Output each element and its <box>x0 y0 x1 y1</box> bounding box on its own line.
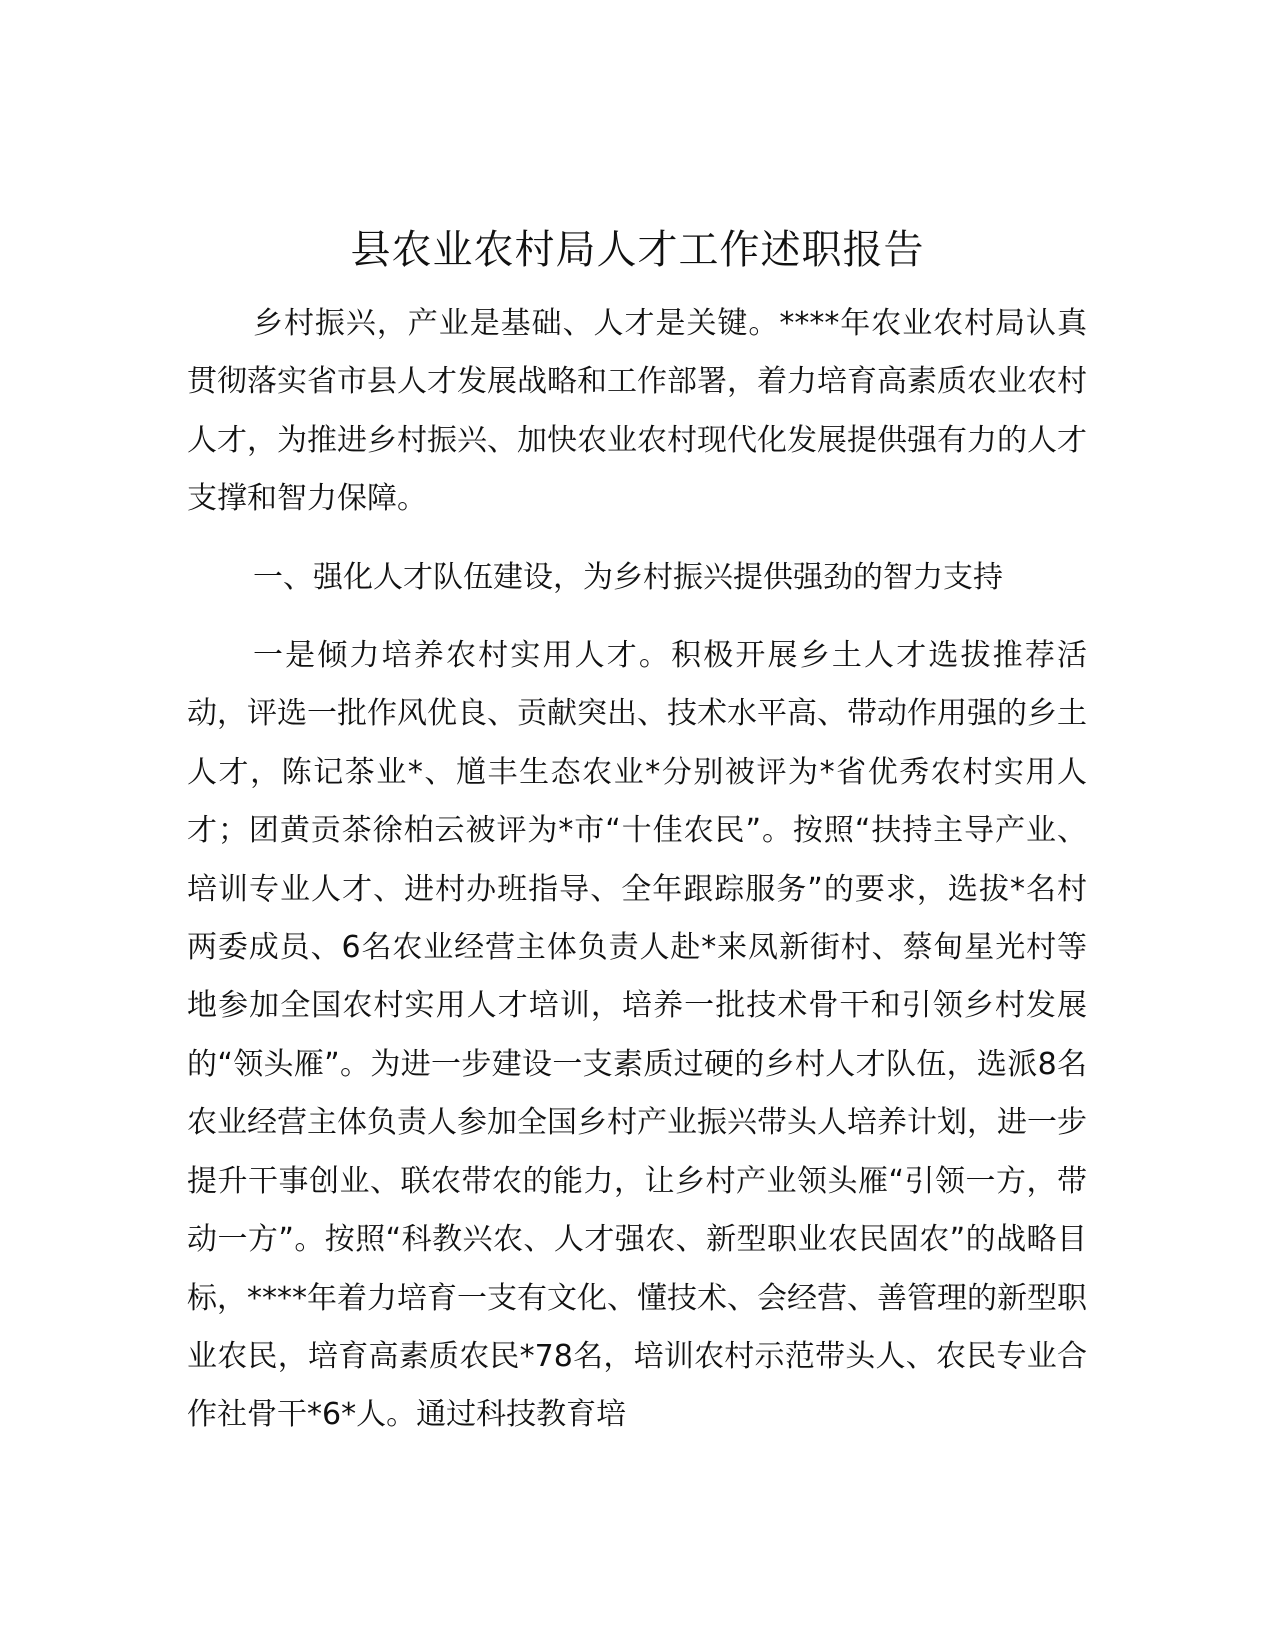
document-title: 县农业农村局人才工作述职报告 <box>350 227 925 273</box>
intro-paragraph: 乡村振兴，产业是基础、人才是关键。****年农业农村局认真贯彻落实省市县人才发展战略和工作部署，着力培育高素质农业农村人才，为推进乡村振兴、加快农业农村现代化发展提供强有力的人才支撑和智力保障。 <box>187 306 1087 517</box>
document-body <box>187 295 1087 1445</box>
section-heading-1: 一、强化人才队伍建设，为乡村振兴提供强劲的智力支持 <box>253 559 1003 595</box>
body-paragraph-1: 一是倾力培养农村实用人才。积极开展乡土人才选拔推荐活动，评选一批作风优良、贡献突出、技术水平高、带动作用强的乡土人才，陈记茶业*、馗丰生态农业*分别被评为*省优秀农村实用人才；团黄贡茶徐柏云被评为*市“十佳农民”。按照“扶持主导产业、培训专业人才、进村办班指导、全年跟踪服务”的要求，选拔*名村两委成员、6名农业经营主体负责人赴*来凤新街村、蔡甸星光村等地参加全国农村实用人才培训，培养一批技术骨干和引领乡村发展的“领头雁”。为进一步建设一支素质过硬的乡村人才队伍，选派8名农业经营主体负责人参加全国乡村产业振兴带头人培养计划，进一步提升干事创业、联农带农的能力，让乡村产业领头雁“引领一方，带动一方”。按照“科教兴农、人才强农、新型职业农民固农”的战略目标，****年着力培育一支有文化、懂技术、会经营、善管理的新型职业农民，培育高素质农民*78名，培训农村示范带头人、农民专业合作社骨干*6*人。通过科技教育培 <box>187 638 1087 1433</box>
